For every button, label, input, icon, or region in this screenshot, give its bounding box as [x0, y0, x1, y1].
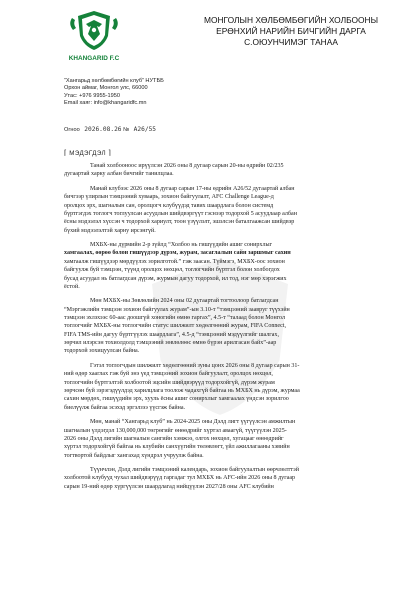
recipient-line: С.ОЮУНЧИМЭГ ТАНАА	[244, 37, 338, 47]
paragraph-line: Мөн МХБХ-ны Зөвлөлийн 2024 оны 02 дугаартай тогтоолоор батлагдсан	[90, 298, 279, 305]
paragraph-line: дугаартай харку албан бичгийг танилцлаа.	[64, 171, 174, 178]
paragraph-line: шагналын үлдэгдэл 130,000,000 төгрөгийг өнөөдрийг хүртэл аваагүй, түүгүүлэн 2025-	[64, 427, 287, 434]
letter-number: А26/55	[133, 126, 157, 133]
paragraph-line: оролцох эрх, шагналын сан, оролцогч клубүүдэд тавих шаардлага болон системд	[64, 202, 274, 209]
paragraph-line: бүхий мэдээлэлтэй харну ирсэнгүй.	[64, 227, 156, 234]
paragraph	[64, 185, 386, 235]
date-label: Огноо	[64, 127, 80, 133]
paragraph-line: FIFA TMS-ийн дагуу бүртгүүлэх шаардлага”, 4.5-д “тэмцээний мэдүүлгийг шалгах,	[64, 331, 279, 338]
paragraph	[64, 162, 386, 179]
paragraph-line: сахин мөрдөх, гишүүдийн эрх, хууль ёсны ашиг сонирхлыг хамгаалах үндсэн зорилгоо	[64, 396, 289, 403]
paragraph-line: МХБХ-ны дүрмийн 2-р зүйлд “Холбоо нь гишүүдийн ашиг сонирхлыг	[90, 242, 273, 249]
letter-heading: ⌈ МЭДЭГДЭЛ ⌉	[64, 150, 112, 157]
paragraph-line: хамгаалж гишүүдээр мөрдүүлэх зорилготой.” гэж заасан. Түймэгэ, МХБХ-оос зохион	[64, 258, 285, 265]
address-line: Email хаяг: info@khangaridfc.mn	[64, 99, 147, 106]
paragraph-line: ёстой.	[64, 283, 80, 290]
paragraph-line: ёсны мэдээлэл хүссэн ч тодорхой хариулт, тоон үзүүлэлт, эшэлсэн баталгаажсан шийдвэр	[64, 219, 295, 226]
paragraph-line: зөрчсөн буй зэрэгэдүүлдэд харилцлага тоолож чадахгүй байгаа нь МХБХ нь дүрэм, журмаа	[64, 388, 300, 394]
address-line: “Хангарьд хөлбөмбөгийн клуб” НУТББ	[64, 78, 164, 84]
paragraph-line: зөрчил илэрсэн тохиолдолд тэмцээний зөвлөлөөс өмнө бүрэн арилгасан байх”-аар	[64, 340, 277, 347]
paragraph-line: холбоотой клубууд чухал шийдвэрүүд гаргадаг тул МХБХ нь AFC-ийн 2026 оны 8 дугаар	[64, 475, 296, 482]
paragraph-line: байгуулж буй тэмцээн, түүнд оролцох нөхцөл, тоглогчийн бүртгэл болон холбогдох	[64, 267, 280, 274]
paragraph-line: тоглогчийг МХБХ-ны тоглогчийн статус шилжилт хөдөлгөөний журам, FIFA Connect,	[64, 323, 286, 330]
paragraph-line: Манай клубээс 2026 оны 8 дугаар сарын 17-ны өдрийн А26/52 дугаартай албан	[90, 185, 295, 192]
recipient-block	[196, 15, 386, 48]
recipient-line: ЕРӨНХИЙ НАРИЙН БИЧГИЙН ДАРГА	[216, 26, 366, 36]
paragraph-line: тогтвортой байдлыг хангахад хүндрэл учруулж байна.	[64, 452, 204, 459]
paragraph-line: тэмцээн эхлэхээс 60-аас доошгүй хоногийн өмнө гаргах”, 4.5-т “талаад болон Монгол	[64, 315, 285, 322]
paragraph	[64, 241, 386, 291]
heading-text: МЭДЭГДЭЛ	[69, 150, 106, 157]
paragraph-line: биелүүлж байгаа эсэхэд эргэлзээ үүсгэж байна.	[64, 404, 186, 411]
club-logo	[64, 10, 124, 64]
paragraph-line: Түүнчлэн, Дэлд лигийн тэмцээний календарь, зохион байгуулалтын өөрчлөлттэй	[90, 467, 299, 474]
paragraph-line: Танай холбооноос ирүүлсэн 2026 оны 8 дугаар сарын 20-ны өдрийн 02/235	[90, 163, 284, 169]
paragraph-line: сарын 19-ний өдөр хүргүүлсэн шаардлагад нийцүүлэн 2027/28 оны AFC клубийн	[64, 483, 274, 490]
paragraph-line: хамгаалах, өөрөө болон гишүүдээр дүрэм, журам, засаглалын сайн заршмыг сахин	[64, 250, 291, 257]
paragraph	[64, 362, 386, 412]
number-label: №	[123, 127, 130, 133]
paragraph-line: бусад асуудал нь батлагдсан дүрэм, журмын дагуу тодорхой, ил тод, нэг мөр хэрэгжих	[64, 275, 287, 282]
paragraph-line: 2026 оны Дэлд лигийн шагналын сангийн хэмжээ, олгох нөхцөл, хугацааг өнөөдрийг	[64, 435, 284, 442]
svg-text:KHANGARID F.C: KHANGARID F.C	[68, 55, 120, 62]
paragraph-line: ний өдөр хааглах гэж буй энэ үед тэмцээний зохион байгуулалт, оролцох нөхцөл,	[64, 371, 273, 378]
paragraph	[64, 466, 386, 491]
paragraph-line: “Мэргэжлийн тэмцээн зохион байгуулах журам”-ын 3.10-т “тэмцээний заавруг түүхэйн	[64, 306, 290, 313]
paragraph-line: Гэтэл тоглогчдын шилжилт хөдөлгөөний зуны цонх 2026 оны 8 дугаар сарын 31-	[90, 362, 300, 369]
reference-line	[64, 126, 156, 133]
sender-address	[64, 78, 234, 107]
paragraph	[64, 418, 386, 460]
letter-body	[64, 162, 386, 491]
paragraph-line: бүртгэгдэх тоглогч тоглуулсан асуудлын шийдвэргүүт гэснээр тодорхой 5 асуудлаар албан	[64, 210, 297, 217]
letter-date: 2026.08.26	[84, 126, 122, 133]
paragraph-line: тодорхой зохицуулсан байна.	[64, 348, 140, 355]
paragraph	[64, 297, 386, 355]
paragraph-line: хүртэл тодорхойгүй байгаа нь клубийн санхүүгийн төлөвлөгт, үйл ажиллагааны хэвийн	[64, 444, 290, 451]
address-line: Утас: +976 9955-1950	[64, 92, 120, 99]
recipient-line: МОНГОЛЫН ХӨЛБӨМБӨГИЙН ХОЛБООНЫ	[204, 15, 378, 25]
paragraph-line: Мөн, манай “Хангарьд клуб” нь 2024-2025 оны Дэлд лигт үүгүүлсэн амжилтын	[90, 419, 296, 426]
paragraph-line: бичгээр үлирлын тэмцээний хуваарь, зохион байгуулалт, AFC Challenge League-д	[64, 194, 274, 201]
address-line: Орхон аймаг, Монгол улс, 66000	[64, 85, 148, 92]
paragraph-line: тоглогчийн бүртгэлтэй холбоотой эцсийн шийдвэрүүд тодорхойгүй, дүрэм журам	[64, 379, 275, 386]
